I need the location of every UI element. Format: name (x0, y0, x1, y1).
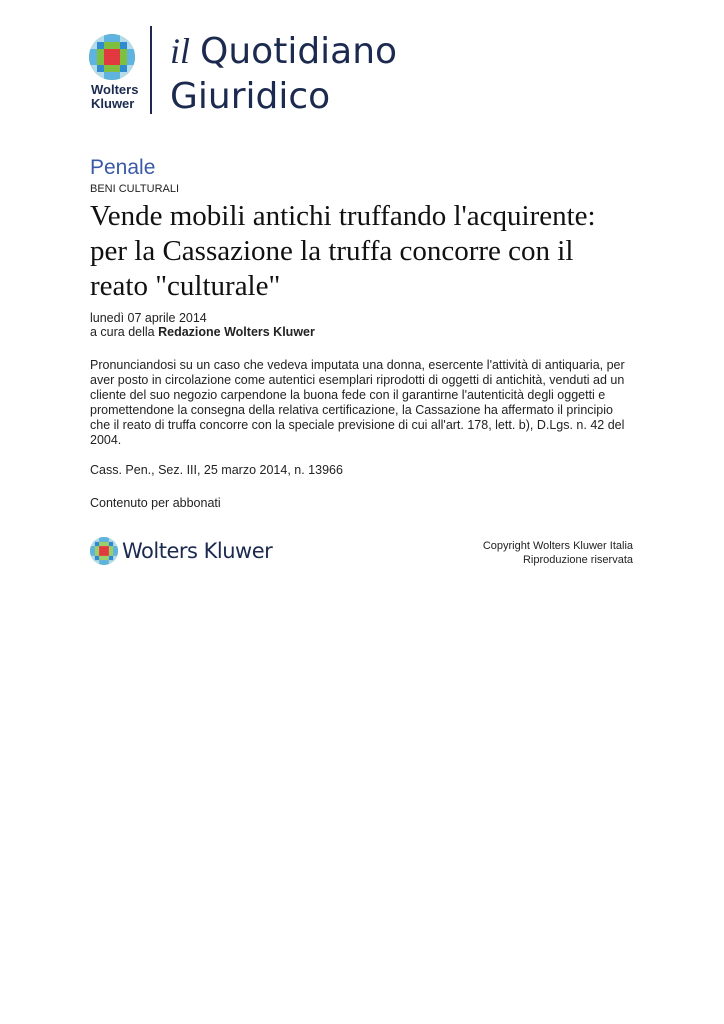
article-citation: Cass. Pen., Sez. III, 25 marzo 2014, n. 13966 (90, 463, 343, 477)
logo-grid-icon (89, 34, 135, 80)
category-label: BENI CULTURALI (90, 183, 180, 195)
access-note: Contenuto per abbonati (90, 496, 221, 510)
masthead (88, 26, 418, 118)
masthead-divider (150, 26, 152, 114)
article-date: lunedì 07 aprile 2014 (90, 311, 207, 325)
section-label: Penale (90, 156, 156, 179)
wolters-kluwer-logo-mark (89, 34, 135, 80)
footer-brand-name: Wolters Kluwer (122, 539, 273, 563)
masthead-title-line-2: Giuridico (170, 76, 331, 117)
logo-word-kluwer: Kluwer (91, 96, 135, 111)
title-main: Quotidiano (200, 31, 398, 72)
byline-prefix: a cura della (90, 325, 155, 339)
footer-logo-grid-icon (90, 537, 118, 565)
footer-rights: Riproduzione riservata (522, 554, 633, 566)
footer-logo (90, 537, 290, 567)
footer-copyright: Copyright Wolters Kluwer Italia (482, 540, 633, 552)
article-headline: Vende mobili antichi truffando l'acquirente: per la Cassazione la truffa concorre con il reato "culturale" (90, 200, 596, 302)
article-body: Pronunciandosi su un caso che vedeva imputata una donna, esercente l'attività di antiquaria, per aver posto in circolazione come autentici esemplari riprodotti di oggetti di antichità, venduti ad un cliente del suo negozio carpendone la buona fede con il garantirne l'autenticità degli oggetti e promettendone la consegna della relativa certificazione, la Cassazione ha affermato il principio che il reato di truffa concorre con la speciale previsione di cui all'art. 178, lett. b), D.Lgs. n. 42 del 2004. (90, 358, 625, 447)
title-prefix: il (170, 31, 191, 71)
byline-author: Redazione Wolters Kluwer (158, 325, 315, 339)
logo-word-wolters: Wolters (91, 82, 139, 97)
article-byline (90, 325, 315, 340)
masthead-title-line-1 (170, 30, 397, 72)
